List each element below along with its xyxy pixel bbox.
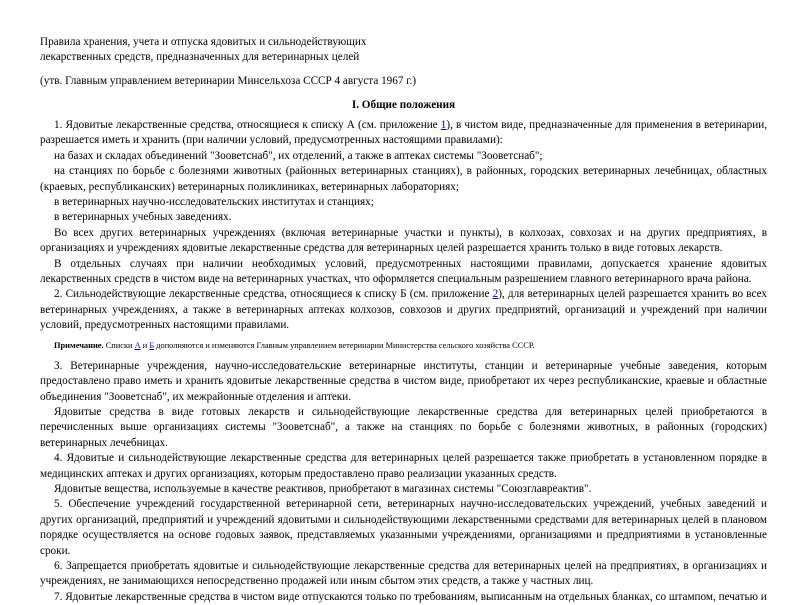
title-line-1: Правила хранения, учета и отпуска ядовитых и сильнодействующих [40, 36, 367, 48]
paragraph-1: 1. Ядовитые лекарственные средства, относящиеся к списку А (см. приложение 1), в чистом виде, предназначенные для применения в ветеринарии, разрешается иметь и хранить (при наличии условий, предусмотренных настоящими правилами): [40, 119, 767, 147]
appendix-1-link[interactable]: 1 [440, 119, 447, 131]
document-title [40, 35, 366, 65]
paragraph-1-exceptions: В отдельных случаях при наличии необходимых условий, предусмотренных настоящими правилами, допускается хранение ядовитых лекарственных средств в чистом виде на ветеринарных участках, что оформляется специальным разрешением главного ветеринарного врача района. [40, 257, 767, 286]
paragraph-4b: Ядовитые вещества, используемые в качестве реактивов, приобретают в магазинах системы "Союзглавреактив". [54, 482, 592, 495]
paragraph-2: 2. Сильнодействующие лекарственные средства, относящиеся к списку Б (см. приложение 2), для ветеринарных целей разрешается хранить во всех ветеринарных учреждениях, а также в ветеринарных аптеках колхозов, совхозов и других предприятий, организаций и учреждений при наличии условий, предусмотренных настоящими правилами. [40, 288, 767, 332]
approval-note: (утв. Главным управлением ветеринарии Минсельхоза СССР 4 августа 1967 г.) [40, 75, 417, 87]
document-body [40, 118, 767, 605]
paragraph-3: 3. Ветеринарные учреждения, научно-исследовательские ветеринарные институты, станции и ветеринарные учебные заведения, которым предоставлено право иметь и хранить ядовитые лекарственные средства в чистом виде, приобретают их через республиканские, краевые и областные объединения "Зооветснаб", их межрайонные отделения и аптеки. [40, 359, 767, 403]
paragraph-5: 5. Обеспечение учреждений государственной ветеринарной сети, ветеринарных научно-исследовательских учреждений, учебных заведений и других организаций, предприятий и учреждений ядовитыми и сильнодействующими лекарственными средствами для ветеринарных целей в плановом порядке осуществляется на основе годовых заявок, представляемых указанными учреждениями, организациями и предприятиями в установленные сроки. [40, 498, 767, 557]
paragraph-1-item-schools: в ветеринарных учебных заведениях. [54, 211, 232, 224]
paragraph-6: 6. Запрещается приобретать ядовитые и сильнодействующие лекарственные средства для ветеринарных целей на предприятиях, в организациях и учреждениях, не занимающихся непосредственно продажей или иным сбытом этих средств, а также у частных лиц. [40, 559, 767, 588]
paragraph-3b: Ядовитые средства в виде готовых лекарств и сильнодействующие лекарственные средства для ветеринарных целей приобретаются в перечисленных выше организациях системы "Зооветснаб", а также на станциях по борьбе с болезнями животных, в районных (городских) ветеринарных лечебницах. [40, 405, 767, 449]
paragraph-7: 7. Ядовитые лекарственные средства в чистом виде отпускаются только по требованиям, выписанным на отдельных бланках, со штампом, печатью и [54, 590, 767, 603]
paragraph-1-other: Во всех других ветеринарных учреждениях (включая ветеринарные участки и пункты), в колхозах, совхозах и на других предприятиях, в организациях и учреждениях ядовитые лекарственные средства для ветеринарных целей разрешается хранить только в виде готовых лекарств. [40, 226, 767, 255]
appendix-2-link[interactable]: 2 [492, 288, 499, 301]
section-heading: I. Общие положения [351, 99, 456, 111]
list-b-link[interactable]: Б [149, 340, 155, 350]
title-line-2: лекарственных средств, предназначенных для ветеринарных целей [40, 51, 360, 63]
note: Примечание. Списки А и Б дополняются и изменяются Главным управлением ветеринарии Министерства сельского хозяйства СССР. [54, 340, 535, 350]
list-a-link[interactable]: А [134, 340, 141, 350]
note-label: Примечание. [54, 340, 104, 350]
paragraph-4: 4. Ядовитые и сильнодействующие лекарственные средства для ветеринарных целей разрешается также приобретать в установленном порядке в медицинских аптеках и других организациях, которым предоставлено право реализации указанных средств. [40, 452, 767, 480]
paragraph-1-item-bases: на базах и складах объединений "Зооветснаб", их отделений, а также в аптеках системы "Зооветснаб"; [54, 149, 543, 162]
paragraph-1-item-stations: на станциях по борьбе с болезнями животных (районных ветеринарных станциях), в районных, городских ветеринарных лечебницах, областных (краевых, республиканских) ветеринарных поликлиниках, ветеринарных лабораториях; [40, 165, 767, 193]
paragraph-1-item-institutes: в ветеринарных научно-исследовательских институтах и станциях; [54, 196, 374, 209]
